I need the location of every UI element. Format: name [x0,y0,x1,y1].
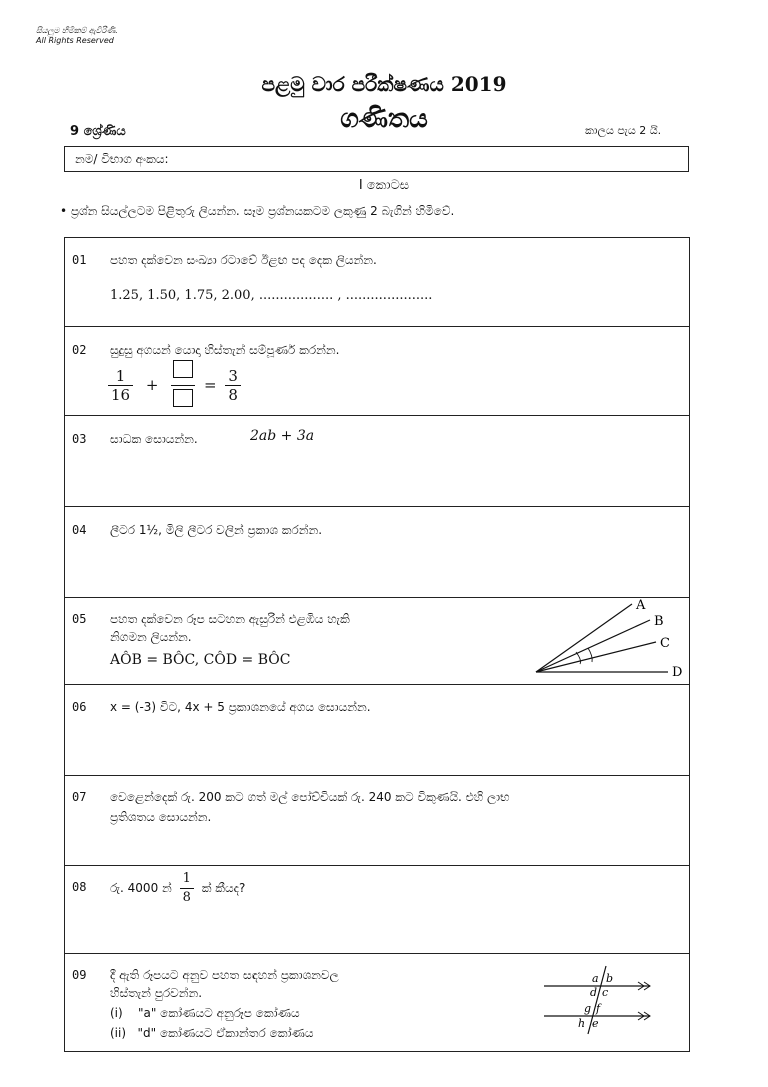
copyright-notice [36,26,118,46]
question-number: 01 [72,253,87,267]
row-divider [64,775,690,776]
ray-oc [536,642,656,672]
row-divider [64,326,690,327]
label-d: D [672,665,683,680]
fraction-three-eighths: $\frac{3}{8}$ [225,367,241,404]
label-g: g [584,1002,592,1015]
subject-title: ගණිතය [340,104,428,134]
row-divider [64,953,690,954]
time-allowed: කාලය පැය 2 යි. [585,124,662,137]
exam-title: පළමු වාර පරීක්ෂණය 2019 [261,72,507,96]
question-text: රු. 4000 න් $\frac{1}{8}$ ක් කීයද? [110,871,246,905]
question-number: 04 [72,523,87,537]
question-number: 08 [72,880,87,894]
angle-expression: AÔB = BÔC, CÔD = BÔC [110,652,291,668]
algebraic-expression: 2ab + 3a [250,428,315,444]
copyright-line-english: All Rights Reserved [36,36,114,45]
label-e: e [592,1017,599,1030]
question-text: සුදුසු අගයන් යොදා හිස්තැන් සම්පූර්ණ කරන්න. [110,343,340,357]
label-b: b [606,972,614,985]
label-d: d [590,986,598,999]
row-divider [64,684,690,685]
sub-question-i: (i) "a" කෝණයට අනුරූප කෝණය [110,1006,300,1020]
name-index-field[interactable]: නම/ විභාග අංකය: [64,146,689,172]
fraction-one-sixteenth: $\frac{1}{16}$ [108,367,133,404]
label-b: B [654,614,664,629]
number-sequence: 1.25, 1.50, 1.75, 2.00, .................. , ..................... [110,288,433,303]
question-number: 05 [72,612,87,626]
question-number: 02 [72,343,87,357]
question-text-line2: ප්‍රතිශතය සොයන්න. [110,810,212,824]
question-text-line2: හිස්තැන් පුරවන්න. [110,986,203,1000]
label-a: A [636,598,646,613]
question-number: 03 [72,432,87,446]
label-f: f [596,1002,601,1015]
equals-sign: = [204,375,217,394]
label-c: c [602,986,609,999]
fraction-equation [108,360,241,411]
row-divider [64,506,690,507]
row-divider [64,415,690,416]
ray-ob [536,620,650,672]
label-a: a [592,972,599,985]
question-number: 07 [72,790,87,804]
question-text-line1: දී ඇති රූපයට අනුව පහත සඳහන් ප්‍රකාශනවල [110,968,339,982]
question-number: 06 [72,700,87,714]
question-text: x = (-3) විට, 4x + 5 ප්‍රකාශනයේ අගය සොයන්න. [110,700,371,714]
sub-question-ii: (ii) "d" කෝණයට ඒකාන්තර කෝණය [110,1026,314,1040]
angle-arc [588,648,592,662]
question-text-line1: වෙළෙන්දෙක් රු. 200 කට ගත් මල් පෝච්චියක් රු. 240 කට විකුණයි. එහි ලාභ [110,790,510,804]
denominator-box[interactable] [173,389,193,407]
blank-fraction [171,360,195,411]
angle-diagram [530,598,690,682]
label-h: h [578,1017,586,1030]
question-text: ලීටර 1½, මිලි ලීටර වලින් ප්‍රකාශ කරන්න. [110,523,323,537]
copyright-line-sinhala: සියලුම හිමිකම් ඇවිරිණි. [36,26,118,35]
label-c: C [660,636,670,651]
plus-sign: + [145,375,159,394]
instruction-text: • ප්‍රශ්න සියල්ලටම පිළිතුරු ලියන්න. සෑම ප්‍රශ්නයකටම ලකුණු 2 බැගින් හිමිවේ. [60,204,455,218]
question-text: සාධක සොයන්න. [110,432,198,446]
question-text-line1: පහත දක්වෙන රූප සටහන ඇසුරින් එළඹිය හැකි [110,612,350,626]
part-label: I කොටස [358,178,410,193]
question-text-line2: නිගමන ලියන්න. [110,630,192,644]
question-number: 09 [72,968,87,982]
question-text: පහත දක්වෙන සංඛ්‍යා රටාවේ ඊළඟ පද දෙක ලියන්න. [110,253,377,267]
row-divider [64,865,690,866]
parallel-lines-diagram [540,964,670,1036]
ray-oa [536,604,632,672]
fraction-one-eighth: $\frac{1}{8}$ [180,870,194,907]
grade-label: 9 ශ්‍රේණිය [70,124,126,139]
numerator-box[interactable] [173,360,193,378]
